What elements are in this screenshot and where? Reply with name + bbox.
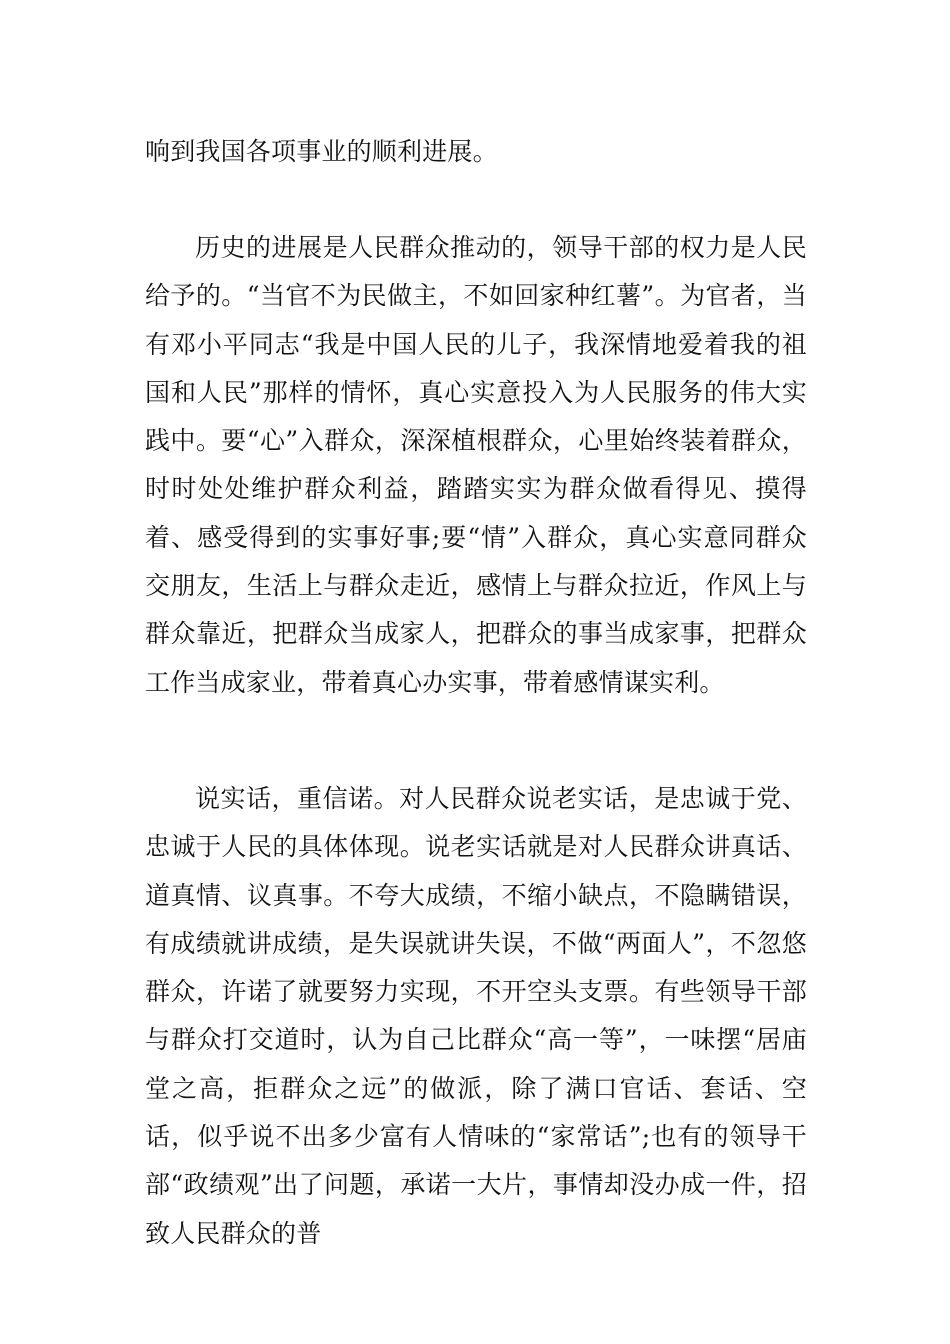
paragraph-truth: 说实话，重信诺。对人民群众说老实话，是忠诚于党、忠诚于人民的具体体现。说老实话就是对人民群众讲真话、道真情、议真事。不夸大成绩，不缩小缺点，不隐瞒错误，有成绩就讲成绩，是失误就讲失误，不做“两面人”，不忽悠群众，许诺了就要努力实现，不开空头支票。有些领导干部与群众打交道时，认为自己比群众“高一等”，一味摆“居庙堂之高，拒群众之远”的做派，除了满口官话、套话、空话，似乎说不出多少富有人情味的“家常话”;也有的领导干部“政绩观”出了问题，承诺一大片，事情却没办成一件，招致人民群众的普	[145, 784, 807, 1248]
paragraph-continuation: 响到我国各项事业的顺利进展。	[145, 137, 498, 166]
paragraph-history: 历史的进展是人民群众推动的，领导干部的权力是人民给予的。“当官不为民做主，不如回家种红薯”。为官者，当有邓小平同志“我是中国人民的儿子，我深情地爱着我的祖国和人民”那样的情怀，真心实意投入为人民服务的伟大实践中。要“心”入群众，深深植根群众，心里始终装着群众，时时处处维护群众利益，踏踏实实为群众做看得见、摸得着、感受得到的实事好事;要“情”入群众，真心实意同群众交朋友，生活上与群众走近，感情上与群众拉近，作风上与群众靠近，把群众当成家人，把群众的事当成家事，把群众工作当成家业，带着真心办实事，带着感情谋实利。	[145, 233, 807, 697]
